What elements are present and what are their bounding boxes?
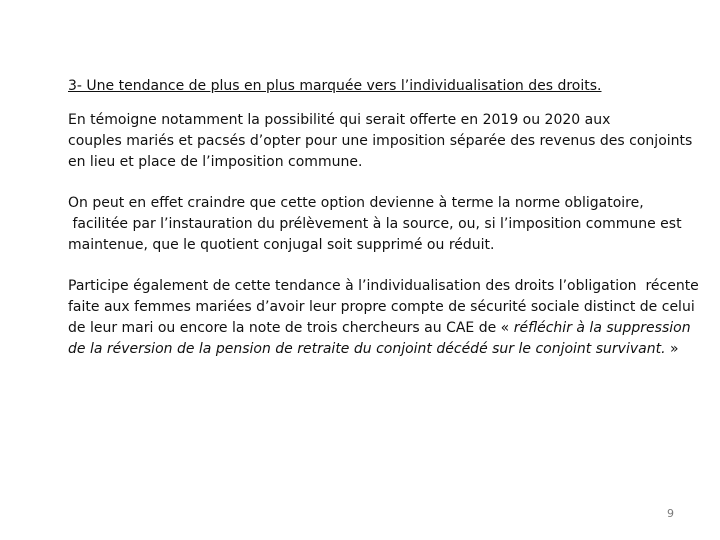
paragraph-text: de leur mari ou encore la note de trois chercheurs au CAE de « xyxy=(68,320,514,336)
quoted-text: réfléchir à la suppression xyxy=(513,320,691,336)
paragraph-line-mixed xyxy=(68,339,718,360)
paragraph-line: Participe également de cette tendance à l’individualisation des droits l’obligation récente xyxy=(68,278,699,294)
paragraph-individualisation xyxy=(68,276,718,360)
paragraph-line: en lieu et place de l’imposition commune. xyxy=(68,154,363,170)
paragraph-line: couples mariés et pacsés d’opter pour une imposition séparée des revenus des conjoints xyxy=(68,133,693,149)
paragraph-line: On peut en effet craindre que cette option devienne à terme la norme obligatoire, xyxy=(68,195,644,211)
quoted-text: de la réversion de la pension de retraite du conjoint décédé sur le conjoint survivant. xyxy=(68,341,666,357)
paragraph-line: maintenue, que le quotient conjugal soit supprimé ou réduit. xyxy=(68,237,495,253)
paragraph-line: facilitée par l’instauration du prélèvement à la source, ou, si l’imposition commune est xyxy=(68,216,682,232)
paragraph-line-mixed xyxy=(68,318,718,339)
page-number: 9 xyxy=(667,507,674,520)
paragraph-line: faite aux femmes mariées d’avoir leur propre compte de sécurité sociale distinct de celui xyxy=(68,299,695,315)
paragraph-line: En témoigne notamment la possibilité qui serait offerte en 2019 ou 2020 aux xyxy=(68,112,611,128)
slide-content xyxy=(68,76,718,380)
paragraph-text: » xyxy=(665,341,679,357)
paragraph-mandatory-norm xyxy=(68,193,718,256)
section-heading: 3- Une tendance de plus en plus marquée vers l’individualisation des droits. xyxy=(68,78,602,94)
paragraph-tax-option xyxy=(68,110,718,173)
